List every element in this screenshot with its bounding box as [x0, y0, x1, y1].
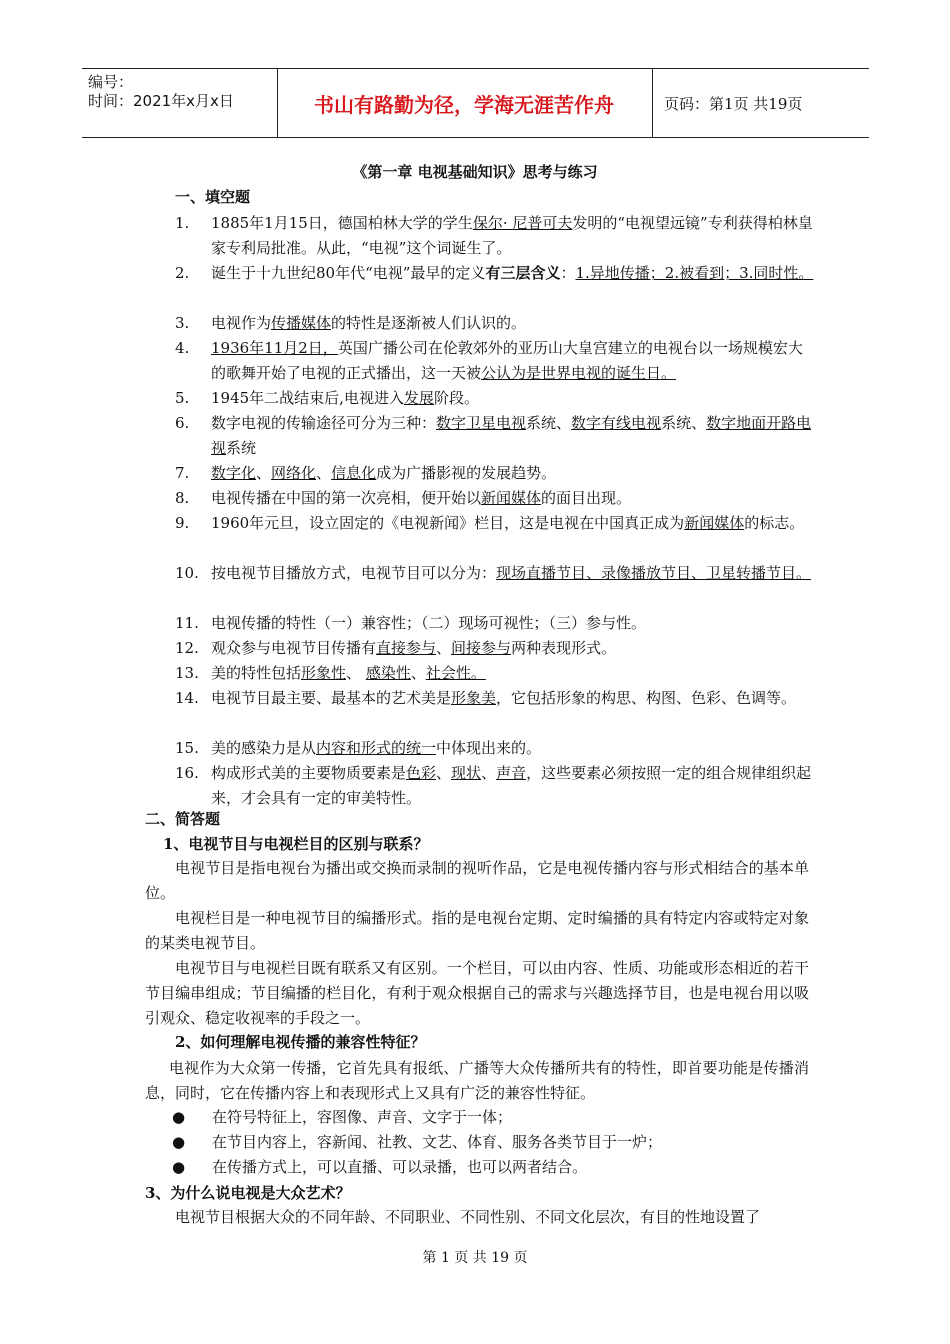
- fill-item: [175, 611, 815, 636]
- item-number: 15.: [175, 739, 199, 757]
- fill-item: [175, 311, 815, 336]
- page-footer: 第 1 页 共 19 页: [422, 1250, 528, 1266]
- item-number: 2.: [175, 264, 190, 282]
- answer-blank: 现状: [451, 764, 482, 782]
- item-number: 1.: [175, 214, 190, 232]
- item-text-segment: 、: [436, 639, 452, 657]
- item-text-segment: 的特性是逐渐被人们认识的。: [331, 314, 527, 332]
- fill-item: [175, 211, 815, 261]
- item-text-segment: 、: [346, 664, 366, 682]
- item-number: 4.: [175, 339, 190, 357]
- fill-item: [175, 761, 815, 811]
- item-text-segment: 电视传播在中国的第一次亮相，便开始以: [211, 489, 482, 507]
- fill-item: [175, 386, 815, 411]
- answer-blank: 数字有线电视: [571, 414, 662, 432]
- page-number-label: 页码：第1页 共19页: [664, 94, 803, 113]
- item-text-segment: ，这些要素必须按照一定的组合规律组织起来，才会具有一定的审美特性。: [211, 764, 812, 807]
- fill-item: [175, 511, 815, 536]
- item-text-segment: 两种表现形式。: [511, 639, 617, 657]
- item-number: 12.: [175, 639, 199, 657]
- answer-blank: 1.异地传播；2.被看到；3.同时性。: [575, 264, 814, 282]
- item-text: [211, 611, 815, 636]
- item-number: 13.: [175, 664, 199, 682]
- item-text-segment: 系统、: [526, 414, 572, 432]
- item-text-segment: 系统: [226, 439, 257, 457]
- answer-blank: 间接参与: [451, 639, 512, 657]
- item-text-segment: 美的感染力是从: [211, 739, 317, 757]
- question-3: 3、为什么说电视是大众艺术？: [145, 1184, 351, 1202]
- item-text-segment: 构成形式美的主要物质要素是: [211, 764, 407, 782]
- section-heading-short: 二、简答题: [145, 810, 221, 828]
- item-text-segment: 美的特性包括: [211, 664, 302, 682]
- item-text-segment: 1960年元旦，设立固定的《电视新闻》栏目，这是电视在中国真正成为: [211, 514, 685, 532]
- section-heading-fill: 一、填空题: [175, 188, 251, 206]
- answer-blank: 形象美: [451, 689, 497, 707]
- fill-item: [175, 686, 815, 711]
- item-text: [211, 461, 815, 486]
- fill-item: [175, 336, 815, 386]
- answer-paragraph: 电视节目与电视栏目既有联系又有区别。一个栏目，可以由内容、性质、功能或形态相近的若干节目编串组成；节目编播的栏目化，有利于观众根据自己的需求与兴趣选择节目，也是电视台用以吸引观众、稳定收视率的手段之一。: [145, 959, 809, 1027]
- item-text-segment: 阶段。: [433, 389, 479, 407]
- item-text-segment: 按电视节目播放方式，电视节目可以分为：: [211, 564, 497, 582]
- answer-blank: 社会性。: [425, 664, 486, 682]
- item-text: [211, 511, 815, 536]
- header-motto: 书山有路勤为径，学海无涯苦作舟: [314, 92, 614, 117]
- code-label: 编号：: [88, 73, 134, 91]
- item-text-segment: 数字电视的传输途径可分为三种：: [211, 414, 437, 432]
- answer-blank: 网络化: [271, 464, 317, 482]
- bullet-item: ● 在符号特征上，容图像、声音、文字于一体；: [172, 1105, 512, 1130]
- answer-paragraph: 电视节目是指电视台为播出或交换而录制的视听作品，它是电视传播内容与形式相结合的基本单位。: [145, 859, 809, 902]
- item-number: 14.: [175, 689, 199, 707]
- bullet-dot-icon: ●: [172, 1158, 186, 1176]
- item-text-segment: 、: [256, 464, 272, 482]
- answer-blank: 内容和形式的统一: [316, 739, 437, 757]
- item-text: [211, 636, 815, 661]
- item-text: [211, 261, 815, 286]
- item-text-segment: 的面目出现。: [541, 489, 632, 507]
- bullet-item: ● 在节目内容上，容新闻、社教、文艺、体育、服务各类节目于一炉；: [172, 1130, 662, 1155]
- item-text-segment: 观众参与电视节目传播有: [211, 639, 377, 657]
- item-text: [211, 211, 815, 261]
- item-text-segment: 、: [316, 464, 332, 482]
- item-number: 3.: [175, 314, 190, 332]
- item-text-segment: 发明的“电视望远镜”专利获得柏林皇家专利局批准。从此，“电视”这个词诞生了。: [211, 214, 813, 257]
- item-text-segment: ，它包括形象的构思、构图、色彩、色调等。: [496, 689, 797, 707]
- item-number: 11.: [175, 614, 199, 632]
- item-text: [211, 686, 815, 711]
- item-text-segment: ：: [560, 264, 576, 282]
- item-text-segment: 1885年1月15日，德国柏林大学的学生: [211, 214, 473, 232]
- item-text-segment: 有三层含义: [485, 264, 561, 282]
- fill-item: [175, 411, 815, 461]
- item-text: [211, 761, 815, 811]
- item-text: [211, 561, 815, 586]
- item-text-segment: 1945年二战结束后,电视进入: [211, 389, 404, 407]
- fill-item: [175, 461, 815, 486]
- fill-item: [175, 486, 815, 511]
- fill-item: [175, 561, 815, 586]
- document-header: [82, 68, 869, 138]
- item-number: 6.: [175, 414, 190, 432]
- bullet-item: ● 在传播方式上，可以直播、可以录播，也可以两者结合。: [172, 1155, 587, 1180]
- answer-blank: 现场直播节目、录像播放节目、卫星转播节目。: [496, 564, 812, 582]
- question-1: 1、电视节目与电视栏目的区别与联系？: [163, 835, 429, 853]
- answer-blank: 公认为是世界电视的诞生日。: [481, 364, 677, 382]
- bullet-dot-icon: ●: [172, 1133, 186, 1151]
- answer-blank: 色彩: [406, 764, 437, 782]
- item-text: [211, 661, 815, 686]
- item-text-segment: 电视作为: [211, 314, 272, 332]
- item-text-segment: 电视节目最主要、最基本的艺术美是: [211, 689, 452, 707]
- answer-blank: 信息化: [331, 464, 377, 482]
- answer-blank: 感染性: [365, 664, 411, 682]
- item-text-segment: 电视传播的特性（一）兼容性；（二）现场可视性；（三）参与性。: [211, 614, 647, 632]
- answer-blank: 数字地面开路电视: [211, 414, 812, 457]
- page-title: 《第一章 电视基础知识》思考与练习: [352, 163, 598, 181]
- item-text-segment: 的标志。: [744, 514, 805, 532]
- item-number: 10.: [175, 564, 199, 582]
- answer-blank: 发展: [403, 389, 434, 407]
- item-text-segment: 诞生于十九世纪80年代“电视”最早的定义: [211, 264, 486, 282]
- item-text: [211, 736, 815, 761]
- answer-blank: 新闻媒体: [684, 514, 745, 532]
- item-number: 7.: [175, 464, 190, 482]
- bullet-dot-icon: ●: [172, 1108, 186, 1126]
- answer-blank: 声音: [496, 764, 527, 782]
- answer-blank: 直接参与: [376, 639, 437, 657]
- item-number: 5.: [175, 389, 190, 407]
- item-number: 8.: [175, 489, 190, 507]
- item-text-segment: 、: [436, 764, 452, 782]
- header-divider: [652, 69, 653, 137]
- answer-paragraph: 电视栏目是一种电视节目的编播形式。指的是电视台定期、定时编播的具有特定内容或特定对象的某类电视节目。: [145, 909, 809, 952]
- item-number: 9.: [175, 514, 190, 532]
- item-text: [211, 311, 815, 336]
- answer-blank: 1936年11月2日，: [211, 339, 338, 357]
- answer-blank: 传播媒体: [271, 314, 332, 332]
- answer-paragraph: 电视作为大众第一传播，它首先具有报纸、广播等大众传播所共有的特性，即首要功能是传播消息，同时，它在传播内容上和表现形式上又具有广泛的兼容性特征。: [145, 1059, 809, 1102]
- answer-blank: 形象性: [301, 664, 347, 682]
- item-text-segment: 成为广播影视的发展趋势。: [376, 464, 557, 482]
- time-label: 时间：2021年x月x日: [88, 92, 234, 110]
- item-text-segment: 、: [481, 764, 497, 782]
- item-text-segment: 英国广播公司在伦敦郊外的亚历山大皇宫建立的电视台以一场规模宏大的歌舞开始了电视的正式播出，这一天被: [211, 339, 803, 382]
- fill-item: [175, 261, 815, 286]
- item-text: [211, 486, 815, 511]
- item-text: [211, 386, 815, 411]
- item-text-segment: 系统、: [661, 414, 707, 432]
- answer-blank: 保尔· 尼普可夫: [472, 214, 573, 232]
- item-text: [211, 411, 815, 461]
- item-number: 16.: [175, 764, 199, 782]
- answer-blank: 新闻媒体: [481, 489, 542, 507]
- fill-item: [175, 736, 815, 761]
- answer-paragraph: 电视节目根据大众的不同年龄、不同职业、不同性别、不同文化层次，有目的性地设置了: [175, 1208, 761, 1226]
- item-text-segment: 、: [410, 664, 426, 682]
- question-2: 2、如何理解电视传播的兼容性特征？: [175, 1033, 426, 1051]
- answer-blank: 数字化: [211, 464, 257, 482]
- item-text-segment: 中体现出来的。: [436, 739, 542, 757]
- header-meta: [88, 73, 276, 111]
- fill-item: [175, 661, 815, 686]
- answer-blank: 数字卫星电视: [436, 414, 527, 432]
- item-text: [211, 336, 815, 386]
- fill-item: [175, 636, 815, 661]
